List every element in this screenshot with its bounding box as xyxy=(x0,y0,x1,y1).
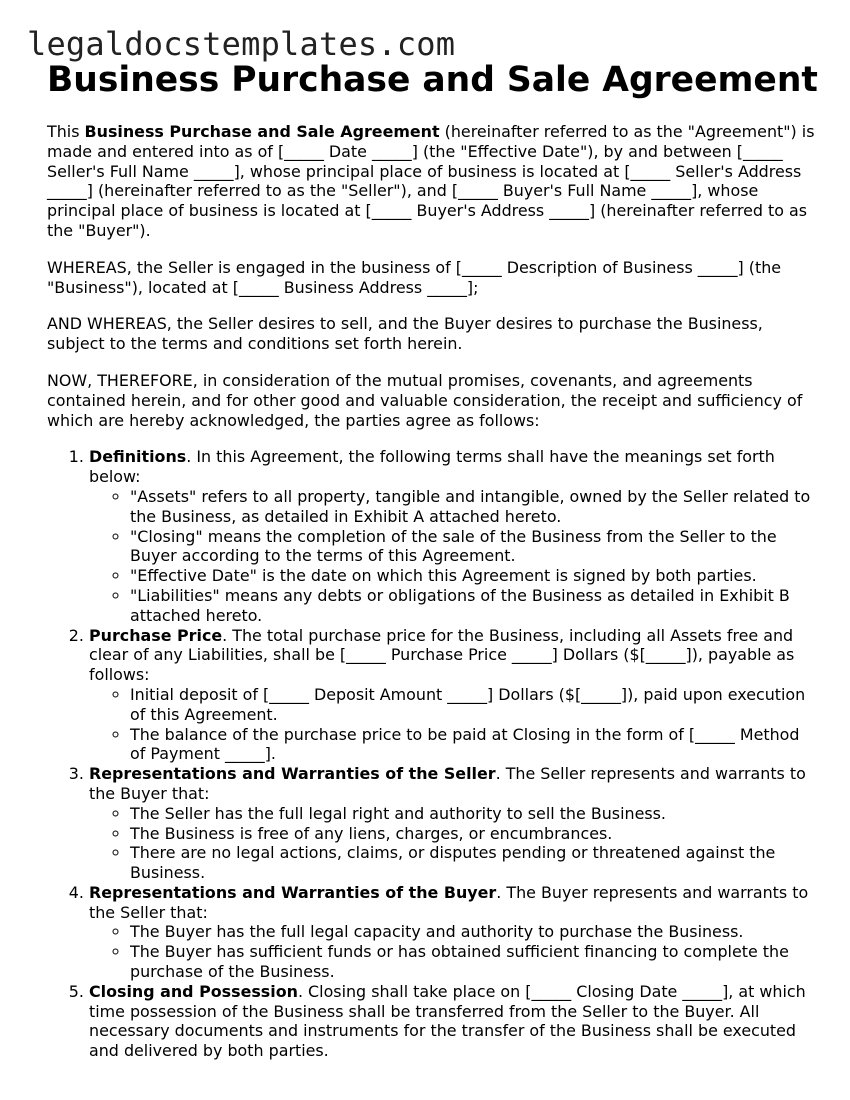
intro-bold-title: Business Purchase and Sale Agreement xyxy=(84,122,440,141)
seller-warranties-list xyxy=(89,804,819,883)
payment-terms-list xyxy=(89,685,819,764)
section-seller-warranties xyxy=(89,764,819,883)
buyer-warranties-list xyxy=(89,922,819,981)
site-watermark: legaldocstemplates.com xyxy=(27,25,456,63)
section-buyer-warranties xyxy=(89,883,819,982)
list-item: ◦ The balance of the purchase price to be paid at Closing in the form of [_____ Method of Payment _____]. xyxy=(130,725,819,765)
list-item: ◦ "Effective Date" is the date on which this Agreement is signed by both parties. xyxy=(130,566,819,586)
intro-rest: (hereinafter referred to as the "Agreement") is made and entered into as of [_____ Date _____] (the "Effective Date"), by and between [_____ Seller's Full Name _____], whose principal place of business is located at [_____ Seller's Address _____] (hereinafter referred to as the "Seller"), and [_____ Buyer's Full Name _____], whose principal place of business is located at [_____ Buyer's Address _____] (hereinafter referred to as the "Buyer"). xyxy=(47,122,815,240)
document-title: Business Purchase and Sale Agreement xyxy=(47,60,818,100)
agreement-body xyxy=(47,122,819,1061)
list-item: ◦ The Buyer has sufficient funds or has obtained sufficient financing to complete the purchase of the Business. xyxy=(130,942,819,982)
now-therefore-paragraph: NOW, THEREFORE, in consideration of the mutual promises, covenants, and agreements contained herein, and for other good and valuable consideration, the receipt and sufficiency of which are hereby acknowledged, the parties agree as follows: xyxy=(47,370,803,430)
section-text: . In this Agreement, the following terms shall have the meanings set forth below: xyxy=(89,447,775,487)
section-heading: Representations and Warranties of the Seller xyxy=(89,764,496,784)
list-item: ◦ There are no legal actions, claims, or disputes pending or threatened against the Business. xyxy=(130,843,819,883)
section-definitions xyxy=(89,447,819,625)
section-purchase-price xyxy=(89,626,819,765)
section-text: . The Seller represents and warrants to the Buyer that: xyxy=(89,764,806,803)
list-item: ◦ "Liabilities" means any debts or obligations of the Business as detailed in Exhibit B attached hereto. xyxy=(130,586,819,626)
and-whereas-paragraph: AND WHEREAS, the Seller desires to sell, and the Buyer desires to purchase the Business, subject to the terms and conditions set forth herein. xyxy=(47,314,763,354)
section-heading: Representations and Warranties of the Buyer xyxy=(89,882,497,902)
section-heading: Definitions xyxy=(89,447,187,467)
list-item: ◦ The Seller has the full legal right and authority to sell the Business. xyxy=(130,804,819,824)
list-item: ◦ "Closing" means the completion of the sale of the Business from the Seller to the Buyer according to the terms of this Agreement. xyxy=(130,527,819,567)
sections-list xyxy=(47,447,819,1061)
section-text: . The total purchase price for the Business, including all Assets free and clear of any Liabilities, shall be [_____ Purchase Price _____] Dollars ($[_____]), payable as follows: xyxy=(89,625,795,685)
section-text: . The Buyer represents and warrants to the Seller that: xyxy=(89,882,809,922)
whereas-paragraph: WHEREAS, the Seller is engaged in the business of [_____ Description of Business _____] (the "Business"), located at [_____ Business Address _____]; xyxy=(47,257,782,297)
section-text: . Closing shall take place on [_____ Closing Date _____], at which time possession of the Business shall be transferred from the Seller to the Buyer. All necessary documents and instruments for the transfer of the Business shall be executed and delivered by both parties. xyxy=(89,981,806,1061)
list-item: ◦ Initial deposit of [_____ Deposit Amount _____] Dollars ($[_____]), paid upon execution of this Agreement. xyxy=(130,685,819,725)
definitions-list xyxy=(89,487,819,626)
section-heading: Purchase Price xyxy=(89,625,223,645)
section-heading: Closing and Possession xyxy=(89,981,298,1001)
intro-paragraph xyxy=(47,122,819,241)
list-item: ◦ The Buyer has the full legal capacity and authority to purchase the Business. xyxy=(130,922,819,942)
list-item: ◦ "Assets" refers to all property, tangible and intangible, owned by the Seller related to the Business, as detailed in Exhibit A attached hereto. xyxy=(130,487,819,527)
list-item: ◦ The Business is free of any liens, charges, or encumbrances. xyxy=(130,824,819,844)
intro-lead: This xyxy=(47,122,85,141)
section-closing xyxy=(89,982,819,1061)
